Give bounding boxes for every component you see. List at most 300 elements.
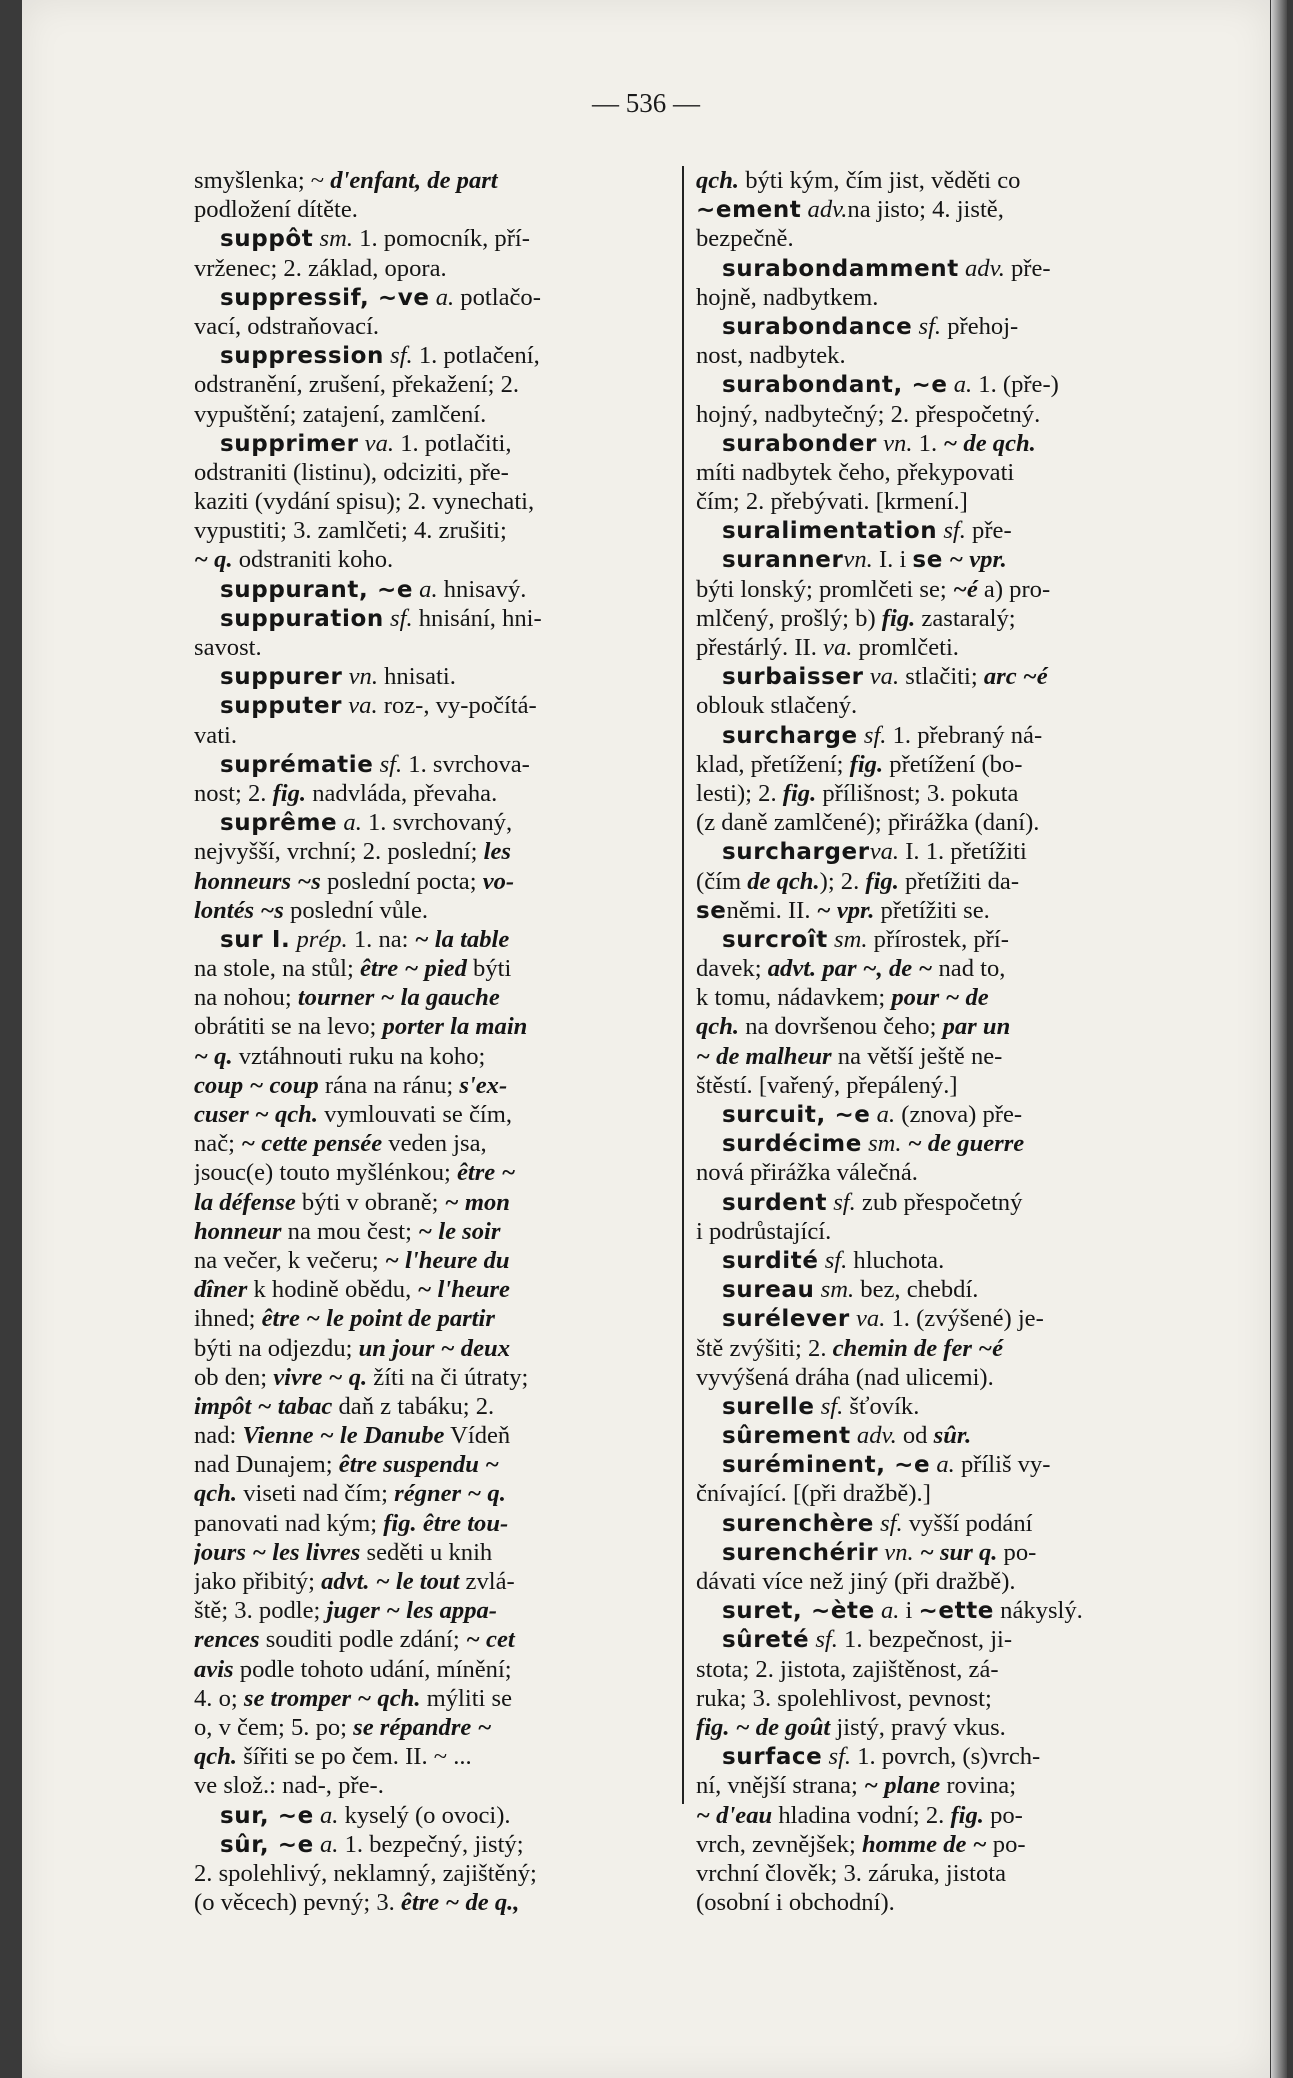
grammar-label: adv. xyxy=(801,196,848,224)
dictionary-entry-line xyxy=(194,1888,689,1917)
headword: sûrement xyxy=(722,1423,851,1450)
dictionary-entry-headword-line xyxy=(696,1509,1191,1538)
definition-text: nad: xyxy=(194,1422,243,1450)
definition-text: stlačiti; xyxy=(899,663,984,691)
headword: suréminent, ~e xyxy=(722,1452,931,1479)
dictionary-entry-line xyxy=(194,1334,689,1363)
definition-text: čnívající. [(při dražbě).] xyxy=(696,1480,931,1508)
phrase: ~ cet xyxy=(465,1626,515,1654)
phrase: être ~ pied xyxy=(359,955,467,983)
definition-text: vymlouvati se čím, xyxy=(318,1101,513,1128)
definition-text: na nohou; xyxy=(194,984,298,1012)
definition-text: potlačo- xyxy=(454,283,541,311)
grammar-label: sf. xyxy=(383,342,413,370)
dictionary-entry-line xyxy=(194,1100,689,1129)
dictionary-entry-line xyxy=(696,458,1191,487)
dictionary-entry-line xyxy=(194,1071,689,1100)
dictionary-entry-headword-line xyxy=(696,516,1191,545)
definition-text: býti v obraně; xyxy=(295,1188,445,1216)
definition-text: 1. potlačiti, xyxy=(394,429,512,457)
phrase: ~ q. xyxy=(194,1042,233,1070)
phrase: impôt ~ tabac xyxy=(194,1392,333,1420)
definition-text: býti xyxy=(466,955,512,983)
dictionary-entry-headword-line xyxy=(194,925,689,954)
headword: suprématie xyxy=(220,751,374,778)
headword: suppurer xyxy=(220,664,343,691)
grammar-label: a. xyxy=(413,575,438,603)
definition-text: hnisavý. xyxy=(437,575,527,603)
definition-text: jistý, pravý vkus. xyxy=(830,1713,1006,1741)
definition-text: 1. povrch, (s)vrch- xyxy=(851,1743,1041,1771)
definition-text: I. xyxy=(872,546,900,574)
phrase: juger ~ les appa- xyxy=(326,1597,497,1625)
dictionary-entry-line xyxy=(696,1158,1191,1187)
dictionary-entry-headword-line xyxy=(194,575,689,604)
definition-text: přestárlý. II. xyxy=(696,634,824,661)
grammar-label: a. xyxy=(874,1597,900,1625)
dictionary-entry-line xyxy=(696,283,1191,312)
left-column xyxy=(194,166,689,1917)
headword: suprême xyxy=(220,810,338,837)
phrase: fig. xyxy=(881,604,916,632)
definition-text: i podrůstající. xyxy=(696,1217,832,1245)
definition-text: po- xyxy=(997,1538,1037,1566)
grammar-label: a. xyxy=(313,1830,339,1858)
headword: ~ette xyxy=(918,1598,995,1625)
definition-text: ihned; xyxy=(194,1305,262,1333)
dictionary-entry-headword-line xyxy=(194,750,689,779)
grammar-label: a. xyxy=(429,283,455,311)
definition-text: (o věcech) pevný; 3. xyxy=(194,1889,401,1917)
definition-text: čím; 2. přebývati. [krmení.] xyxy=(696,488,968,516)
grammar-label: a. xyxy=(337,809,362,837)
definition-text: vrženec; 2. základ, opora. xyxy=(194,254,447,282)
phrase: vo- xyxy=(482,867,515,895)
dictionary-entry-line xyxy=(194,400,689,429)
phrase: régner ~ q. xyxy=(394,1480,506,1508)
definition-text: býti lonský; promlčeti se; xyxy=(696,575,953,603)
definition-text: i xyxy=(899,546,913,574)
definition-text: vati. xyxy=(194,721,238,749)
dictionary-entry-line xyxy=(194,1217,689,1246)
grammar-label: va. xyxy=(358,429,395,457)
definition-text: hojný, nadbytečný; 2. přespočetný. xyxy=(696,400,1041,428)
definition-text: němi. II. xyxy=(726,896,817,924)
phrase: cuser ~ qch. xyxy=(194,1101,319,1128)
definition-text: ruka; 3. spolehlivost, pevnost; xyxy=(696,1684,992,1712)
dictionary-entry-headword-line xyxy=(696,1742,1191,1771)
dictionary-entry-headword-line xyxy=(696,1246,1191,1275)
definition-text: příliš vy- xyxy=(954,1451,1051,1479)
grammar-label: adv. xyxy=(850,1422,897,1450)
definition-text: 4. o; xyxy=(194,1684,244,1712)
definition-text: přílišnost; 3. pokuta xyxy=(816,779,1019,807)
grammar-label: sf. xyxy=(814,1392,844,1420)
dictionary-entry-headword-line xyxy=(696,925,1191,954)
definition-text: zub přespočetný xyxy=(855,1188,1023,1216)
definition-text: rána na ránu; xyxy=(318,1071,460,1099)
definition-text: (osobní i obchodní). xyxy=(696,1889,895,1917)
definition-text: přetížiti da- xyxy=(898,867,1020,895)
definition-text: odstraniti koho. xyxy=(232,546,394,574)
headword: surabonder xyxy=(722,430,877,457)
definition-text: jako přibitý; xyxy=(194,1568,322,1595)
dictionary-entry-headword-line xyxy=(696,1275,1191,1304)
dictionary-entry-line xyxy=(194,1567,689,1596)
definition-text: hnisati. xyxy=(377,663,456,691)
dictionary-entry-line xyxy=(194,1275,689,1304)
dictionary-entry-headword-line xyxy=(194,341,689,370)
headword: surabondamment xyxy=(722,255,959,282)
phrase: chemin de fer ~é xyxy=(832,1334,1004,1362)
definition-text: od xyxy=(896,1422,934,1450)
dictionary-entry-headword-line xyxy=(696,545,1191,574)
definition-text: kaziti (vydání spisu); 2. vynechati, xyxy=(194,488,535,516)
page-number: — 536 — xyxy=(592,88,700,118)
dictionary-entry-headword-line xyxy=(194,1801,689,1830)
grammar-label: sf. xyxy=(818,1246,848,1274)
definition-text: 1. svrchovaný, xyxy=(361,809,513,837)
dictionary-entry-line xyxy=(194,1421,689,1450)
dictionary-entry-headword-line xyxy=(696,837,1191,866)
phrase: un jour ~ deux xyxy=(358,1334,510,1362)
phrase: porter la main xyxy=(382,1013,528,1041)
dictionary-entry-line xyxy=(696,604,1191,633)
definition-text: hojně, nadbytkem. xyxy=(696,283,879,311)
definition-text: 1. (pře-) xyxy=(972,371,1059,399)
definition-text: nost, nadbytek. xyxy=(696,342,846,370)
phrase: qch. xyxy=(696,1013,740,1041)
definition-text: přetížení (bo- xyxy=(883,750,1023,778)
dictionary-entry-headword-line xyxy=(696,370,1191,399)
column-divider xyxy=(682,166,684,1804)
definition-text: 1. pomocník, pří- xyxy=(353,225,530,253)
phrase: lontés ~s xyxy=(194,896,284,924)
definition-text: jistě, xyxy=(956,196,1004,224)
dictionary-entry-line xyxy=(696,1042,1191,1071)
dictionary-entry-line xyxy=(194,1392,689,1421)
grammar-label: sf. xyxy=(827,1188,856,1216)
dictionary-entry-line xyxy=(194,1304,689,1333)
headword: sur I. xyxy=(220,926,291,953)
dictionary-entry-line xyxy=(696,779,1191,808)
definition-text: nová přirážka válečná. xyxy=(696,1159,918,1187)
definition-text: ); 2. xyxy=(819,867,866,895)
definition-text: ní, vnější strana; xyxy=(696,1772,865,1800)
definition-text: mlčený, prošlý; b) xyxy=(696,604,882,632)
definition-text: 1. svrchova- xyxy=(402,750,530,778)
grammar-label: vn. xyxy=(876,429,913,457)
definition-text: štěstí. [vařený, přepálený.] xyxy=(696,1071,958,1099)
dictionary-entry-headword-line xyxy=(194,224,689,253)
definition-text: klad, přetížení; xyxy=(696,750,850,778)
dictionary-entry-headword-line xyxy=(194,808,689,837)
dictionary-entry-headword-line xyxy=(696,1188,1191,1217)
definition-text: dávati více než jiný (při dražbě). xyxy=(696,1568,1016,1595)
definition-text: vací, odstraňovací. xyxy=(194,312,380,340)
dictionary-entry-line xyxy=(696,1859,1191,1888)
headword: suppurant, ~e xyxy=(220,576,414,603)
grammar-label: va. xyxy=(823,634,853,661)
dictionary-entry-headword-line xyxy=(194,604,689,633)
phrase: ~é xyxy=(952,575,978,603)
definition-text: přetížiti se. xyxy=(874,896,990,924)
definition-text: pře- xyxy=(1004,254,1051,282)
phrase: être ~ le point de partir xyxy=(261,1305,495,1333)
dictionary-entry-line xyxy=(194,633,689,662)
grammar-label: a. xyxy=(947,371,973,399)
grammar-label: sm. xyxy=(313,225,354,253)
phrase: s'ex- xyxy=(459,1071,508,1099)
headword: sûreté xyxy=(722,1627,810,1654)
headword: surenchère xyxy=(722,1510,874,1537)
dictionary-entry-line xyxy=(194,312,689,341)
dictionary-entry-line xyxy=(696,166,1191,195)
definition-text: panovati nad kým; xyxy=(194,1509,384,1537)
definition-text: po- xyxy=(983,1801,1023,1829)
phrase: être ~ de q., xyxy=(400,1889,520,1917)
phrase: dîner xyxy=(194,1276,248,1304)
dictionary-entry-line xyxy=(696,1771,1191,1800)
headword: suranner xyxy=(722,547,844,574)
dictionary-entry-headword-line xyxy=(696,1304,1191,1333)
phrase: jours ~ les livres xyxy=(194,1538,361,1566)
definition-text: nad to, xyxy=(932,955,1006,983)
phrase: ~ q. xyxy=(194,546,233,574)
grammar-label: vn. xyxy=(878,1538,914,1566)
dictionary-entry-line xyxy=(696,1801,1191,1830)
grammar-label: sf. xyxy=(822,1743,852,1771)
definition-text: 1. bezpečný, jistý; xyxy=(338,1830,524,1858)
grammar-label: a. xyxy=(313,1801,339,1829)
grammar-label: sf. xyxy=(937,517,966,545)
definition-text: přehoj- xyxy=(941,312,1019,340)
definition-text: nost; 2. xyxy=(194,779,273,807)
dictionary-entry-line xyxy=(696,1684,1191,1713)
phrase: ~ d'eau xyxy=(696,1801,773,1829)
dictionary-entry-line xyxy=(194,1450,689,1479)
dictionary-entry-line xyxy=(696,983,1191,1012)
definition-text: nadvláda, převaha. xyxy=(306,779,498,807)
dictionary-entry-headword-line xyxy=(194,1830,689,1859)
definition-text: seděti u knih xyxy=(360,1538,493,1566)
definition-text: a) pro- xyxy=(977,575,1051,603)
dictionary-entry-line xyxy=(194,487,689,516)
definition-text: nad Dunajem; xyxy=(194,1451,339,1479)
phrase: qch. xyxy=(194,1480,238,1508)
grammar-label: sf. xyxy=(809,1626,838,1654)
headword: surcuit, ~e xyxy=(722,1102,871,1128)
definition-text: k hodině obědu, xyxy=(247,1276,418,1304)
definition-text: savost. xyxy=(194,634,262,661)
definition-text: vrch, zevnějšek; xyxy=(696,1830,862,1858)
phrase: d'enfant, de part xyxy=(330,167,498,194)
dictionary-entry-line xyxy=(194,1771,689,1800)
phrase: fig. xyxy=(849,750,884,778)
headword: surcharge xyxy=(722,722,858,749)
grammar-label: sm. xyxy=(827,925,868,953)
dictionary-entry-line xyxy=(194,1479,689,1508)
definition-text: i xyxy=(899,1597,919,1625)
definition-text: mýliti se xyxy=(420,1684,513,1712)
phrase: Vienne ~ le Danube xyxy=(242,1422,445,1450)
phrase: avis xyxy=(194,1655,234,1683)
dictionary-entry-line xyxy=(194,1188,689,1217)
definition-text: býti kým, čím jist, věděti co xyxy=(739,167,1021,194)
definition-text: na stole, na stůl; xyxy=(194,955,360,983)
dictionary-entry-headword-line xyxy=(194,691,689,720)
headword: suralimentation xyxy=(722,518,938,545)
dictionary-entry-line xyxy=(696,633,1191,662)
headword: sûr, ~e xyxy=(220,1831,314,1858)
dictionary-entry-headword-line xyxy=(696,1129,1191,1158)
phrase: honneurs ~s xyxy=(194,867,321,895)
headword: surabondance xyxy=(722,313,913,340)
grammar-label: a. xyxy=(870,1101,896,1128)
definition-text: (z daně zamlčené); přirážka (daní). xyxy=(696,809,1040,837)
dictionary-entry-line xyxy=(696,1830,1191,1859)
dictionary-entry-line xyxy=(696,224,1191,253)
grammar-label: va. xyxy=(863,663,900,691)
phrase: ~ sur q. xyxy=(919,1538,998,1566)
definition-text: býti na odjezdu; xyxy=(194,1334,359,1362)
definition-text: nejvyšší, vrchní; 2. poslední; xyxy=(194,838,484,866)
headword: surbaisser xyxy=(722,664,864,691)
definition-text: (znova) pře- xyxy=(895,1101,1023,1128)
definition-text: 1. xyxy=(912,429,944,457)
definition-text: zvlá- xyxy=(459,1568,515,1595)
definition-text: 1. potlačení, xyxy=(412,342,540,370)
definition-text: ob den; xyxy=(194,1363,274,1391)
definition-text: 1. bezpečnost, ji- xyxy=(837,1626,1013,1654)
headword: suret, ~ète xyxy=(722,1598,875,1625)
definition-text: 1. na: xyxy=(347,925,415,953)
right-column xyxy=(696,166,1191,1917)
dictionary-entry-headword-line xyxy=(696,1625,1191,1654)
definition-text: na dovršenou čeho; xyxy=(739,1013,943,1041)
definition-text: přírostek, pří- xyxy=(867,925,1009,953)
headword: se xyxy=(912,547,943,574)
definition-text: podle tohoto udání, mínění; xyxy=(233,1655,512,1683)
dictionary-entry-headword-line xyxy=(696,896,1191,925)
headword: sur, ~e xyxy=(220,1802,314,1829)
definition-text: vyvýšená dráha (nad ulicemi). xyxy=(696,1363,994,1391)
headword: supputer xyxy=(220,693,343,720)
definition-text: bez, chebdí. xyxy=(854,1276,979,1304)
dictionary-entry-line xyxy=(194,370,689,399)
definition-text: žíti na či útraty; xyxy=(367,1363,529,1391)
definition-text: souditi podle zdání; xyxy=(259,1626,466,1654)
phrase: par un xyxy=(942,1013,1011,1041)
phrase: les xyxy=(483,838,511,866)
dictionary-entry-line xyxy=(194,516,689,545)
definition-text: vztáhnouti ruku na koho; xyxy=(232,1042,486,1070)
grammar-label: a. xyxy=(930,1451,955,1479)
headword: suppôt xyxy=(220,226,314,253)
dictionary-entry-headword-line xyxy=(194,283,689,312)
dictionary-entry-line xyxy=(696,1655,1191,1684)
phrase: fig. xyxy=(782,779,817,807)
dictionary-entry-headword-line xyxy=(696,721,1191,750)
definition-text: po- xyxy=(986,1830,1026,1858)
dictionary-entry-line xyxy=(194,837,689,866)
phrase: ~ l'heure du xyxy=(384,1246,510,1274)
definition-text: nač; xyxy=(194,1130,242,1158)
dictionary-entry-headword-line xyxy=(696,312,1191,341)
phrase: être ~ xyxy=(456,1159,516,1187)
grammar-label: sm. xyxy=(814,1276,855,1304)
definition-text: šťovík. xyxy=(843,1392,920,1420)
dictionary-entry-line xyxy=(696,1334,1191,1363)
definition-text: šířiti se po čem. II. ~ ... xyxy=(237,1743,472,1771)
dictionary-entry-line xyxy=(194,1655,689,1684)
phrase: ~ la table xyxy=(414,925,510,953)
definition-text: poslední vůle. xyxy=(283,896,429,924)
phrase: honneur xyxy=(194,1217,282,1245)
headword: surabondant, ~e xyxy=(722,372,948,399)
dictionary-entry-line xyxy=(194,1859,689,1888)
dictionary-entry-headword-line xyxy=(696,1596,1191,1625)
definition-text: ště; 3. podle; xyxy=(194,1597,327,1625)
phrase: homme de ~ xyxy=(861,1830,987,1858)
definition-text: davek; xyxy=(696,955,768,983)
dictionary-entry-line xyxy=(194,545,689,574)
headword: suppuration xyxy=(220,605,384,632)
phrase: pour ~ de xyxy=(891,984,989,1012)
grammar-label: sf. xyxy=(873,1509,903,1537)
phrase: la défense xyxy=(194,1188,296,1216)
book-edge xyxy=(1271,0,1287,2078)
phrase: se répandre ~ xyxy=(353,1713,492,1741)
headword: suppressif, ~ve xyxy=(220,284,430,311)
dictionary-entry-line xyxy=(696,341,1191,370)
grammar-label: va. xyxy=(869,838,900,866)
dictionary-entry-line xyxy=(194,1246,689,1275)
definition-text: na jisto; 4. xyxy=(847,196,957,224)
dictionary-entry-line xyxy=(696,1888,1191,1917)
phrase: fig. être tou- xyxy=(383,1509,509,1537)
definition-text: jsouc(e) touto myšlénkou; xyxy=(194,1159,457,1187)
dictionary-entry-line xyxy=(696,691,1191,720)
dictionary-entry-line xyxy=(194,458,689,487)
dictionary-entry-line xyxy=(696,1567,1191,1596)
grammar-label: vn. xyxy=(843,546,873,574)
dictionary-entry-headword-line xyxy=(194,662,689,691)
dictionary-entry-line xyxy=(194,867,689,896)
headword: surcharger xyxy=(722,839,870,866)
dictionary-entry-line xyxy=(194,1012,689,1041)
definition-text: viseti nad čím; xyxy=(237,1480,395,1508)
dictionary-entry-headword-line xyxy=(696,1421,1191,1450)
phrase: rences xyxy=(194,1626,260,1654)
definition-text: hladina vodní; 2. xyxy=(772,1801,951,1829)
dictionary-entry-headword-line xyxy=(696,1392,1191,1421)
definition-text: promlčeti. xyxy=(852,634,959,661)
phrase: fig. xyxy=(272,779,307,807)
headword: se xyxy=(696,897,727,924)
dictionary-entry-line xyxy=(194,1158,689,1187)
headword: surdent xyxy=(722,1189,828,1216)
definition-text: oblouk stlačený. xyxy=(696,692,858,720)
definition-text: k tomu, nádavkem; xyxy=(696,984,892,1012)
phrase: ~ vpr. xyxy=(816,896,875,924)
dictionary-entry-line xyxy=(696,487,1191,516)
definition-text: 1. (zvýšené) je- xyxy=(885,1305,1044,1333)
headword: surcroît xyxy=(722,926,828,953)
definition-text: hnisání, hni- xyxy=(412,604,542,632)
definition-text: daň z tabáku; 2. xyxy=(332,1392,495,1420)
dictionary-entry-headword-line xyxy=(696,1450,1191,1479)
